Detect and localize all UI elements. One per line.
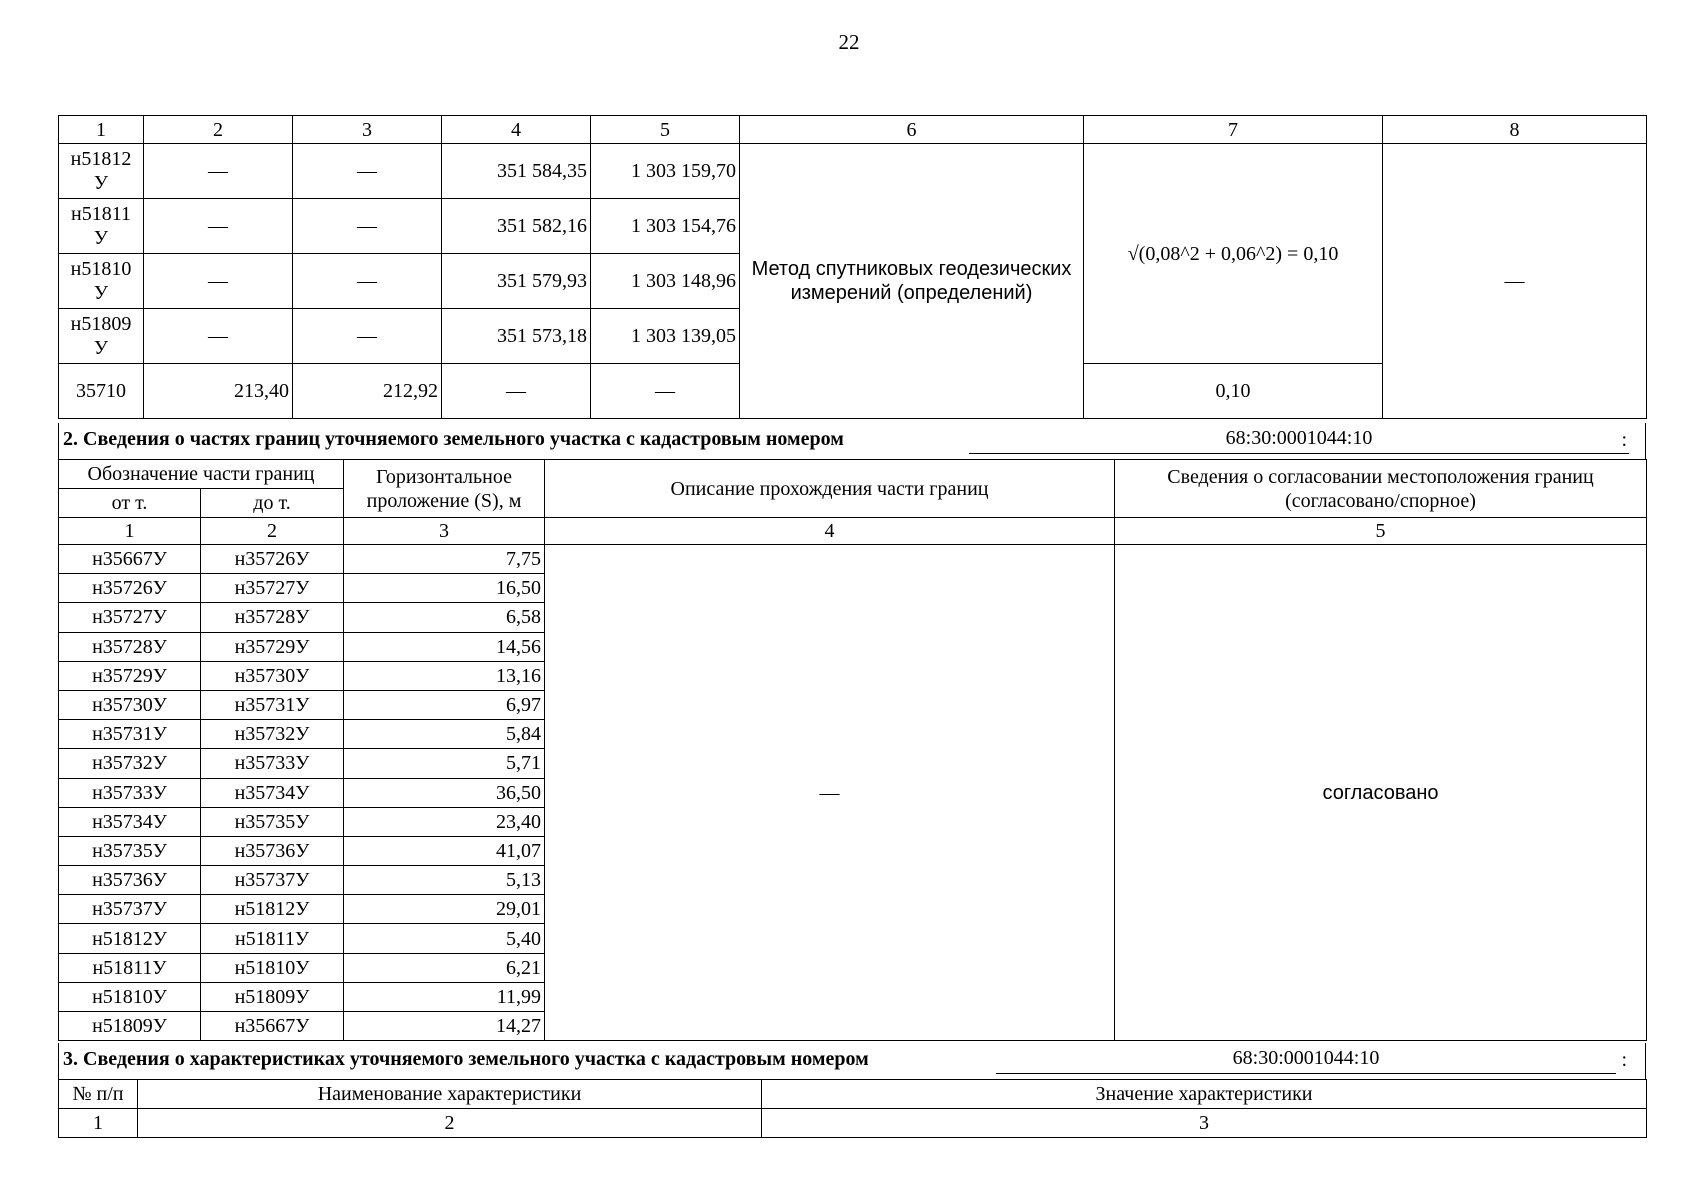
distance: 5,13 <box>344 866 545 895</box>
col-number: 3 <box>344 518 545 545</box>
col-number: 3 <box>762 1109 1647 1138</box>
to-point: н35732У <box>201 720 344 749</box>
from-point: н35733У <box>59 778 201 807</box>
distance: 36,50 <box>344 778 545 807</box>
distance: 13,16 <box>344 661 545 690</box>
to-header: до т. <box>201 489 344 518</box>
cell: 212,92 <box>293 364 442 419</box>
distance: 5,40 <box>344 924 545 953</box>
from-point: н35727У <box>59 603 201 632</box>
col-number: 7 <box>1084 116 1383 144</box>
col-number: 3 <box>293 116 442 144</box>
distance: 29,01 <box>344 895 545 924</box>
distance: 6,21 <box>344 953 545 982</box>
col-number: 4 <box>545 518 1115 545</box>
coord-x: 351 584,35 <box>442 144 591 199</box>
description-value: — <box>545 545 1115 1041</box>
from-point: н51809У <box>59 1012 201 1041</box>
from-point: н35737У <box>59 895 201 924</box>
coord-x: 351 579,93 <box>442 254 591 309</box>
from-point: н51811У <box>59 953 201 982</box>
from-point: н35730У <box>59 690 201 719</box>
cadastral-number: 68:30:0001044:10 <box>996 1047 1616 1074</box>
to-point: н35728У <box>201 603 344 632</box>
from-point: н35734У <box>59 807 201 836</box>
from-point: н51812У <box>59 924 201 953</box>
distance: 6,58 <box>344 603 545 632</box>
method-cell: Метод спутниковых геодезических измерений (определений) <box>740 144 1084 419</box>
to-point: н35727У <box>201 574 344 603</box>
distance: 14,27 <box>344 1012 545 1041</box>
to-point: н35737У <box>201 866 344 895</box>
from-point: н35735У <box>59 836 201 865</box>
designation-header: Обозначение части границ <box>59 460 344 489</box>
to-point: н35736У <box>201 836 344 865</box>
from-point: н35736У <box>59 866 201 895</box>
approval-value: согласовано <box>1115 545 1647 1041</box>
section-3-header <box>58 1043 1646 1079</box>
coord-x: 351 573,18 <box>442 309 591 364</box>
col-number: 1 <box>59 1109 138 1138</box>
distance: 5,71 <box>344 749 545 778</box>
colon: : <box>1621 1049 1627 1071</box>
to-point: н51811У <box>201 924 344 953</box>
approval-header: Сведения о согласовании местоположения границ (согласовано/спорное) <box>1115 460 1647 518</box>
distance: 14,56 <box>344 632 545 661</box>
from-point: н35732У <box>59 749 201 778</box>
coord-y: 1 303 154,76 <box>591 199 740 254</box>
name-header: Наименование характеристики <box>138 1080 762 1109</box>
description-header: Описание прохождения части границ <box>545 460 1115 518</box>
from-point: н35731У <box>59 720 201 749</box>
table-row <box>59 545 1647 574</box>
from-header: от т. <box>59 489 201 518</box>
section-3-title: 3. Сведения о характеристиках уточняемого земельного участка с кадастровым номером <box>63 1048 869 1070</box>
point-name: н51810 У <box>59 254 144 309</box>
from-point: н51810У <box>59 982 201 1011</box>
col-number: 2 <box>144 116 293 144</box>
cell: — <box>293 254 442 309</box>
distance: 6,97 <box>344 690 545 719</box>
coord-y: 1 303 159,70 <box>591 144 740 199</box>
from-point: н35728У <box>59 632 201 661</box>
cell: — <box>591 364 740 419</box>
header-row <box>59 1080 1647 1109</box>
cell: — <box>293 309 442 364</box>
cell: — <box>144 254 293 309</box>
distance: 5,84 <box>344 720 545 749</box>
distance: 16,50 <box>344 574 545 603</box>
value-header: Значение характеристики <box>762 1080 1647 1109</box>
col-number: 5 <box>591 116 740 144</box>
column-numbers-row <box>59 518 1647 545</box>
coord-y: 1 303 139,05 <box>591 309 740 364</box>
boundary-parts-table <box>58 459 1647 1041</box>
cell: — <box>293 199 442 254</box>
cell: — <box>144 199 293 254</box>
column-numbers-row <box>59 116 1647 144</box>
coord-x: 351 582,16 <box>442 199 591 254</box>
horizontal-header: Горизонтальное проложение (S), м <box>344 460 545 518</box>
from-point: н35729У <box>59 661 201 690</box>
to-point: н35729У <box>201 632 344 661</box>
to-point: н51812У <box>201 895 344 924</box>
characteristics-table <box>58 1079 1647 1138</box>
cadastral-number: 68:30:0001044:10 <box>969 427 1629 454</box>
col-number: 1 <box>59 116 144 144</box>
cell: — <box>144 144 293 199</box>
boundary-points-table <box>58 115 1647 419</box>
header-row <box>59 460 1647 489</box>
point-name: н51809 У <box>59 309 144 364</box>
col-number: 2 <box>138 1109 762 1138</box>
coord-y: 1 303 148,96 <box>591 254 740 309</box>
to-point: н35734У <box>201 778 344 807</box>
cell: — <box>293 144 442 199</box>
point-name: н51812 У <box>59 144 144 199</box>
colon: : <box>1621 429 1627 451</box>
cell: — <box>442 364 591 419</box>
to-point: н51809У <box>201 982 344 1011</box>
distance: 23,40 <box>344 807 545 836</box>
to-point: н35735У <box>201 807 344 836</box>
point-name: 35710 <box>59 364 144 419</box>
col-number: 4 <box>442 116 591 144</box>
to-point: н35726У <box>201 545 344 574</box>
from-point: н35726У <box>59 574 201 603</box>
accuracy-formula: √(0,08^2 + 0,06^2) = 0,10 <box>1084 144 1383 364</box>
col-number: 5 <box>1115 518 1647 545</box>
section-2-header <box>58 423 1646 459</box>
to-point: н35730У <box>201 661 344 690</box>
to-point: н35733У <box>201 749 344 778</box>
col-number: 1 <box>59 518 201 545</box>
distance: 41,07 <box>344 836 545 865</box>
num-header: № п/п <box>59 1080 138 1109</box>
col-number: 2 <box>201 518 344 545</box>
point-name: н51811 У <box>59 199 144 254</box>
cell: 213,40 <box>144 364 293 419</box>
col-number: 6 <box>740 116 1084 144</box>
cell: — <box>144 309 293 364</box>
table-row <box>59 144 1647 199</box>
accuracy-value: 0,10 <box>1084 364 1383 419</box>
col-number: 8 <box>1383 116 1647 144</box>
to-point: н35731У <box>201 690 344 719</box>
col8-value: — <box>1383 144 1647 419</box>
distance: 11,99 <box>344 982 545 1011</box>
column-numbers-row <box>59 1109 1647 1138</box>
section-2-title: 2. Сведения о частях границ уточняемого земельного участка с кадастровым номером <box>63 428 844 450</box>
page-number: 22 <box>838 30 860 54</box>
distance: 7,75 <box>344 545 545 574</box>
to-point: н35667У <box>201 1012 344 1041</box>
from-point: н35667У <box>59 545 201 574</box>
to-point: н51810У <box>201 953 344 982</box>
